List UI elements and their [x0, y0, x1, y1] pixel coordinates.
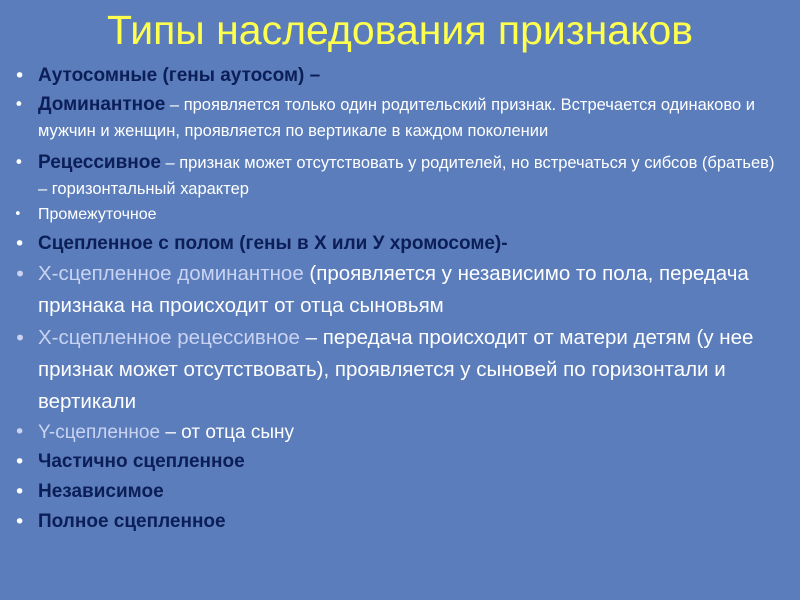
x-dominant-term: Х-сцепленное доминантное — [38, 262, 304, 285]
y-linked-description: – от отца сыну — [160, 422, 295, 443]
bullet-icon: • — [14, 451, 26, 473]
y-linked-term: Y-сцепленное — [38, 422, 161, 443]
bullet-icon: • — [14, 511, 26, 533]
x-recessive-term: Х-сцепленное рецессивное — [38, 326, 300, 349]
list-item-recessive — [8, 150, 788, 202]
bullet-icon: • — [14, 95, 24, 114]
sex-linked-label: Сцепленное с полом (гены в Х или У хромосоме)- — [38, 233, 508, 254]
intermediate-label: Промежуточное — [38, 206, 157, 223]
independent-label: Независимое — [38, 481, 164, 502]
bullet-icon: • — [14, 65, 26, 87]
bullet-icon: • — [14, 481, 26, 503]
list-item-intermediate — [8, 202, 788, 228]
list-item-dominant — [8, 92, 788, 144]
bullet-icon: • — [14, 326, 27, 350]
list-item-x-recessive — [8, 322, 788, 418]
dominant-term: Доминантное — [38, 94, 166, 115]
bullet-icon: • — [14, 233, 26, 255]
complete-linked-label: Полное сцепленное — [38, 511, 226, 532]
x-dominant-description: (проявляется у независимо то пола, передача признака на происходит от отца сыновьям — [38, 262, 749, 317]
bullet-icon: • — [14, 421, 26, 443]
list-item-sex-linked — [8, 230, 788, 258]
bullet-icon: • — [14, 207, 22, 222]
list-item-autosomal — [8, 62, 788, 90]
bullet-list — [8, 62, 788, 537]
bullet-icon: • — [14, 153, 24, 172]
slide-title: Типы наследования признаков — [106, 7, 694, 53]
list-item-complete-linked — [8, 507, 788, 537]
list-item-independent — [8, 477, 788, 507]
list-item-partial-linked — [8, 447, 788, 477]
x-recessive-description: – передача происходит от матери детям (у нее признак может отсутствовать), проявляется у сыновей по горизонтали и вертикали — [38, 326, 754, 413]
list-item-x-dominant — [8, 258, 788, 322]
dominant-description: – проявляется только один родительский признак. Встречается одинаково и мужчин и женщин, проявляется по вертикале в каждом поколении — [38, 96, 755, 140]
autosomal-label: Аутосомные (гены аутосом) – — [38, 65, 321, 86]
partial-linked-label: Частично сцепленное — [38, 451, 245, 472]
list-item-y-linked — [8, 418, 788, 447]
bullet-icon: • — [14, 262, 27, 286]
recessive-description: – признак может отсутствовать у родителей, но встречаться у сибсов (братьев) – горизонтальный характер — [38, 154, 775, 198]
recessive-term: Рецессивное — [38, 152, 161, 173]
